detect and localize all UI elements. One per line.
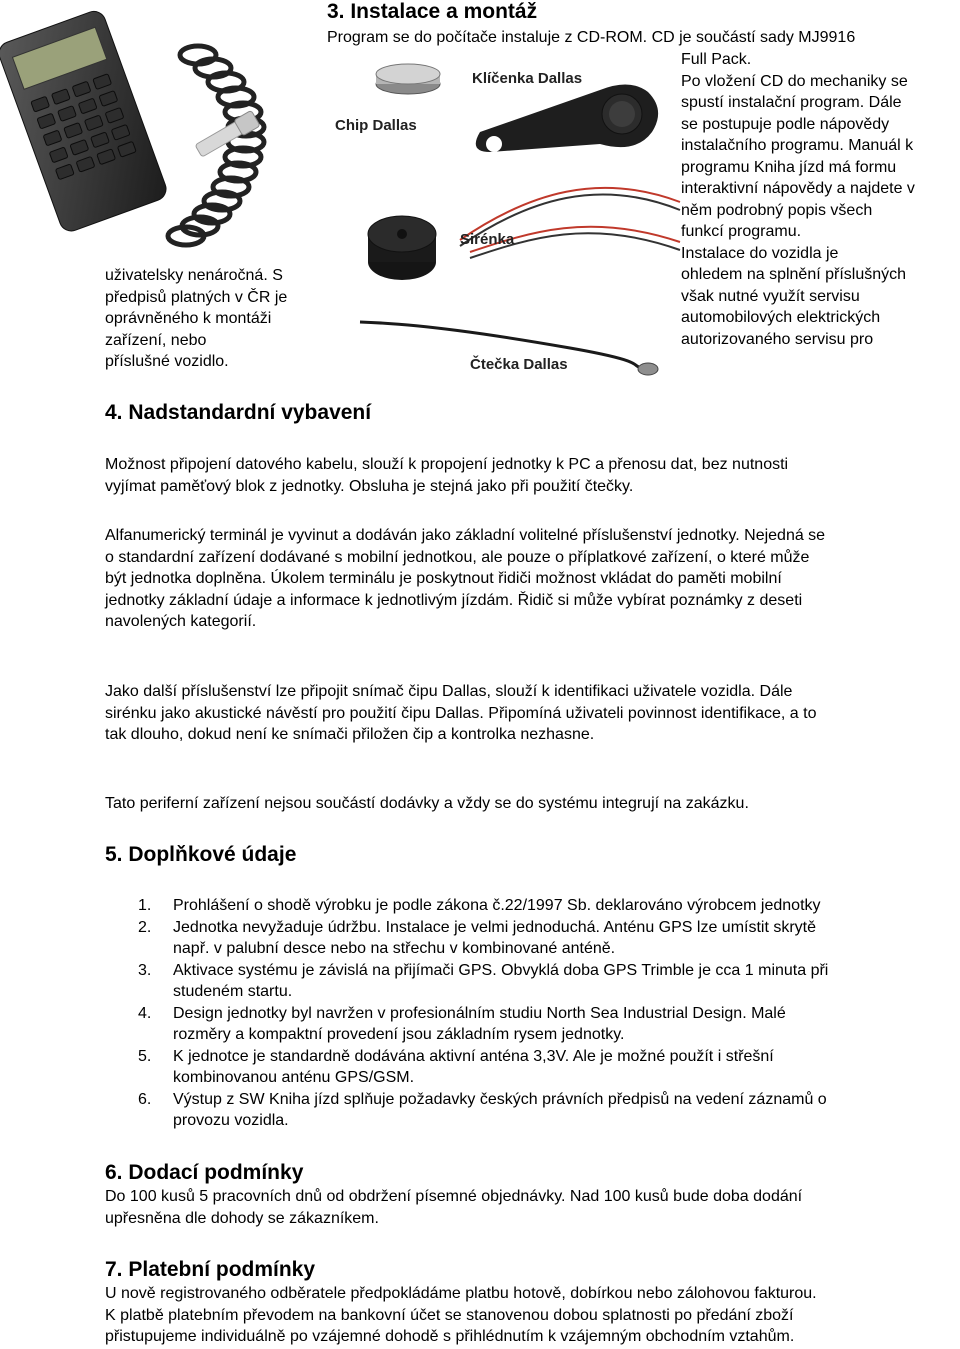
text-line: automobilových elektrických [681, 309, 881, 326]
terminal-device-image [0, 0, 300, 265]
text-line: jednotky základní údaje a informace k jednotlivým jízdám. Řidič si může vybírat poznámky z deseti [105, 591, 803, 609]
reader-dallas-label: Čtečka Dallas [470, 356, 568, 373]
text-line: přistupujeme individuálně po vzájemné dohodě s přihlédnutím k vzájemným obchodním vztahům. [105, 1328, 795, 1345]
text-line: studeném startu. [173, 983, 293, 1000]
text-line: Jednotka nevyžaduje údržbu. Instalace je velmi jednoduchá. Anténu GPS lze umístit skrytě [173, 918, 817, 936]
section3-left-column [105, 265, 335, 373]
list-item [105, 895, 955, 917]
text-line: něm podrobný popis všech [681, 201, 873, 219]
section6-heading: 6. Dodací podmínky [105, 1161, 304, 1184]
text-line: autorizovaného servisu pro [681, 330, 874, 348]
text-line: příslušné vozidlo. [105, 353, 229, 370]
text-line: sirénku jako akustické návěstí pro použití čipu Dallas. Připomíná uživateli povinnost identifikace, a to [105, 704, 817, 722]
section3-heading: 3. Instalace a montáž [327, 0, 538, 23]
text-line: zařízení, nebo [105, 331, 207, 349]
text-line: být jednotka doplněna. Úkolem terminálu je poskytnout řidiči možnost vkládat do paměti mobilní [105, 570, 782, 587]
text-line: tak dlouho, dokud není ke snímači přiložen čip a kontrolka nezhasne. [105, 726, 595, 743]
list-item-number: 4. [138, 1004, 152, 1022]
siren-label: Sirénka [460, 231, 515, 248]
text-line: provozu vozidla. [173, 1112, 289, 1129]
text-line: spustí instalační program. Dále [681, 94, 902, 111]
text-line: uživatelsky nenáročná. S [105, 267, 283, 284]
list-item [105, 960, 955, 1003]
text-line: však nutné využít servisu [681, 287, 860, 305]
list-item-number: 2. [138, 918, 152, 936]
section4-para4: Tato periferní zařízení nejsou součástí dodávky a vždy se do systému integrují na zakázku. [105, 795, 749, 812]
section5-list [105, 895, 955, 1132]
section6-body [105, 1186, 802, 1229]
text-line: instalačního programu. Manuál k [681, 137, 914, 154]
text-line: U nově registrovaného odběratele předpokládáme platbu hotově, dobírkou nebo zálohovou fakturou. [105, 1285, 817, 1302]
chip-dallas-label: Chip Dallas [335, 117, 417, 134]
text-line: kombinovanou anténu GPS/GSM. [173, 1069, 415, 1086]
text-line: K jednotce je standardně dodávána aktivní anténa 3,3V. Ale je možné použít i střešní [173, 1047, 774, 1065]
text-line: Výstup z SW Kniha jízd splňuje požadavky českých právních předpisů na vedení záznamů o [173, 1090, 827, 1108]
section5-heading: 5. Doplňkové údaje [105, 843, 297, 866]
text-line: vyjímat paměťový blok z jednotky. Obsluha je stejná jako při použití čtečky. [105, 477, 634, 495]
list-item-number: 1. [138, 897, 152, 914]
list-item [105, 1046, 955, 1089]
section7-body [105, 1283, 817, 1348]
section7-heading: 7. Platební podmínky [105, 1258, 316, 1281]
list-item-number: 5. [138, 1047, 152, 1065]
text-line: Full Pack. [681, 51, 752, 68]
text-line: upřesněna dle dohody se zákazníkem. [105, 1209, 379, 1227]
text-line: funkcí programu. [681, 223, 802, 240]
text-line: se postupuje podle nápovědy [681, 115, 890, 133]
section4-para2 [105, 525, 825, 633]
list-item [105, 1003, 955, 1046]
key-dallas-label: Klíčenka Dallas [472, 70, 583, 87]
text-line: Instalace do vozidla je [681, 244, 839, 262]
text-line: Do 100 kusů 5 pracovních dnů od obdržení písemné objednávky. Nad 100 kusů bude doba dodání [105, 1188, 803, 1205]
text-line: ohledem na splnění příslušných [681, 266, 907, 283]
text-line: předpisů platných v ČR je [105, 288, 288, 306]
text-line: rozměry a kompaktní provedení jsou základním rysem jednotky. [173, 1026, 625, 1043]
text-line: Design jednotky byl navržen v profesionálním studiu North Sea Industrial Design. Malé [173, 1004, 786, 1022]
text-line: navolených kategorií. [105, 613, 257, 630]
text-line: Po vložení CD do mechaniky se [681, 72, 908, 90]
text-line: Možnost připojení datového kabelu, slouží k propojení jednotky k PC a přenosu dat, bez nutnosti [105, 456, 789, 473]
text-line: Aktivace systému je závislá na přijímači GPS. Obvyklá doba GPS Trimble je cca 1 minuta při [173, 961, 829, 979]
text-line: programu Kniha jízd má formu [681, 158, 897, 176]
list-item-number: 6. [138, 1090, 152, 1108]
section4-para1 [105, 454, 788, 497]
section3-right-column [681, 49, 959, 350]
text-line: Jako další příslušenství lze připojit snímač čipu Dallas, slouží k identifikaci uživatele vozidla. Dále [105, 683, 793, 700]
list-item-number: 3. [138, 961, 152, 979]
text-line: interaktivní nápovědy a najdete v [681, 180, 915, 197]
text-line: Prohlášení o shodě výrobku je podle zákona č.22/1997 Sb. deklarováno výrobcem jednotky [173, 897, 821, 914]
list-item [105, 1089, 955, 1132]
list-item [105, 917, 955, 960]
text-line: K platbě platebním převodem na bankovní účet se stanovenou dobou splatnosti po předání zboží [105, 1306, 794, 1324]
section3-intro: Program se do počítače instaluje z CD-ROM. CD je součástí sady MJ9916 [327, 29, 856, 46]
text-line: oprávněného k montáži [105, 310, 272, 327]
section4-heading: 4. Nadstandardní vybavení [105, 401, 372, 424]
text-line: např. v palubní desce nebo na střechu v kombinované anténě. [173, 940, 616, 957]
text-line: o standardní zařízení dodávané s mobilní jednotkou, ale pouze o příplatkové zařízení, o které může [105, 548, 810, 566]
dallas-accessories-image [330, 62, 685, 382]
text-line: Alfanumerický terminál je vyvinut a dodáván jako základní volitelné příslušenství jednotky. Nejedná se [105, 527, 826, 544]
section4-para3 [105, 681, 816, 746]
